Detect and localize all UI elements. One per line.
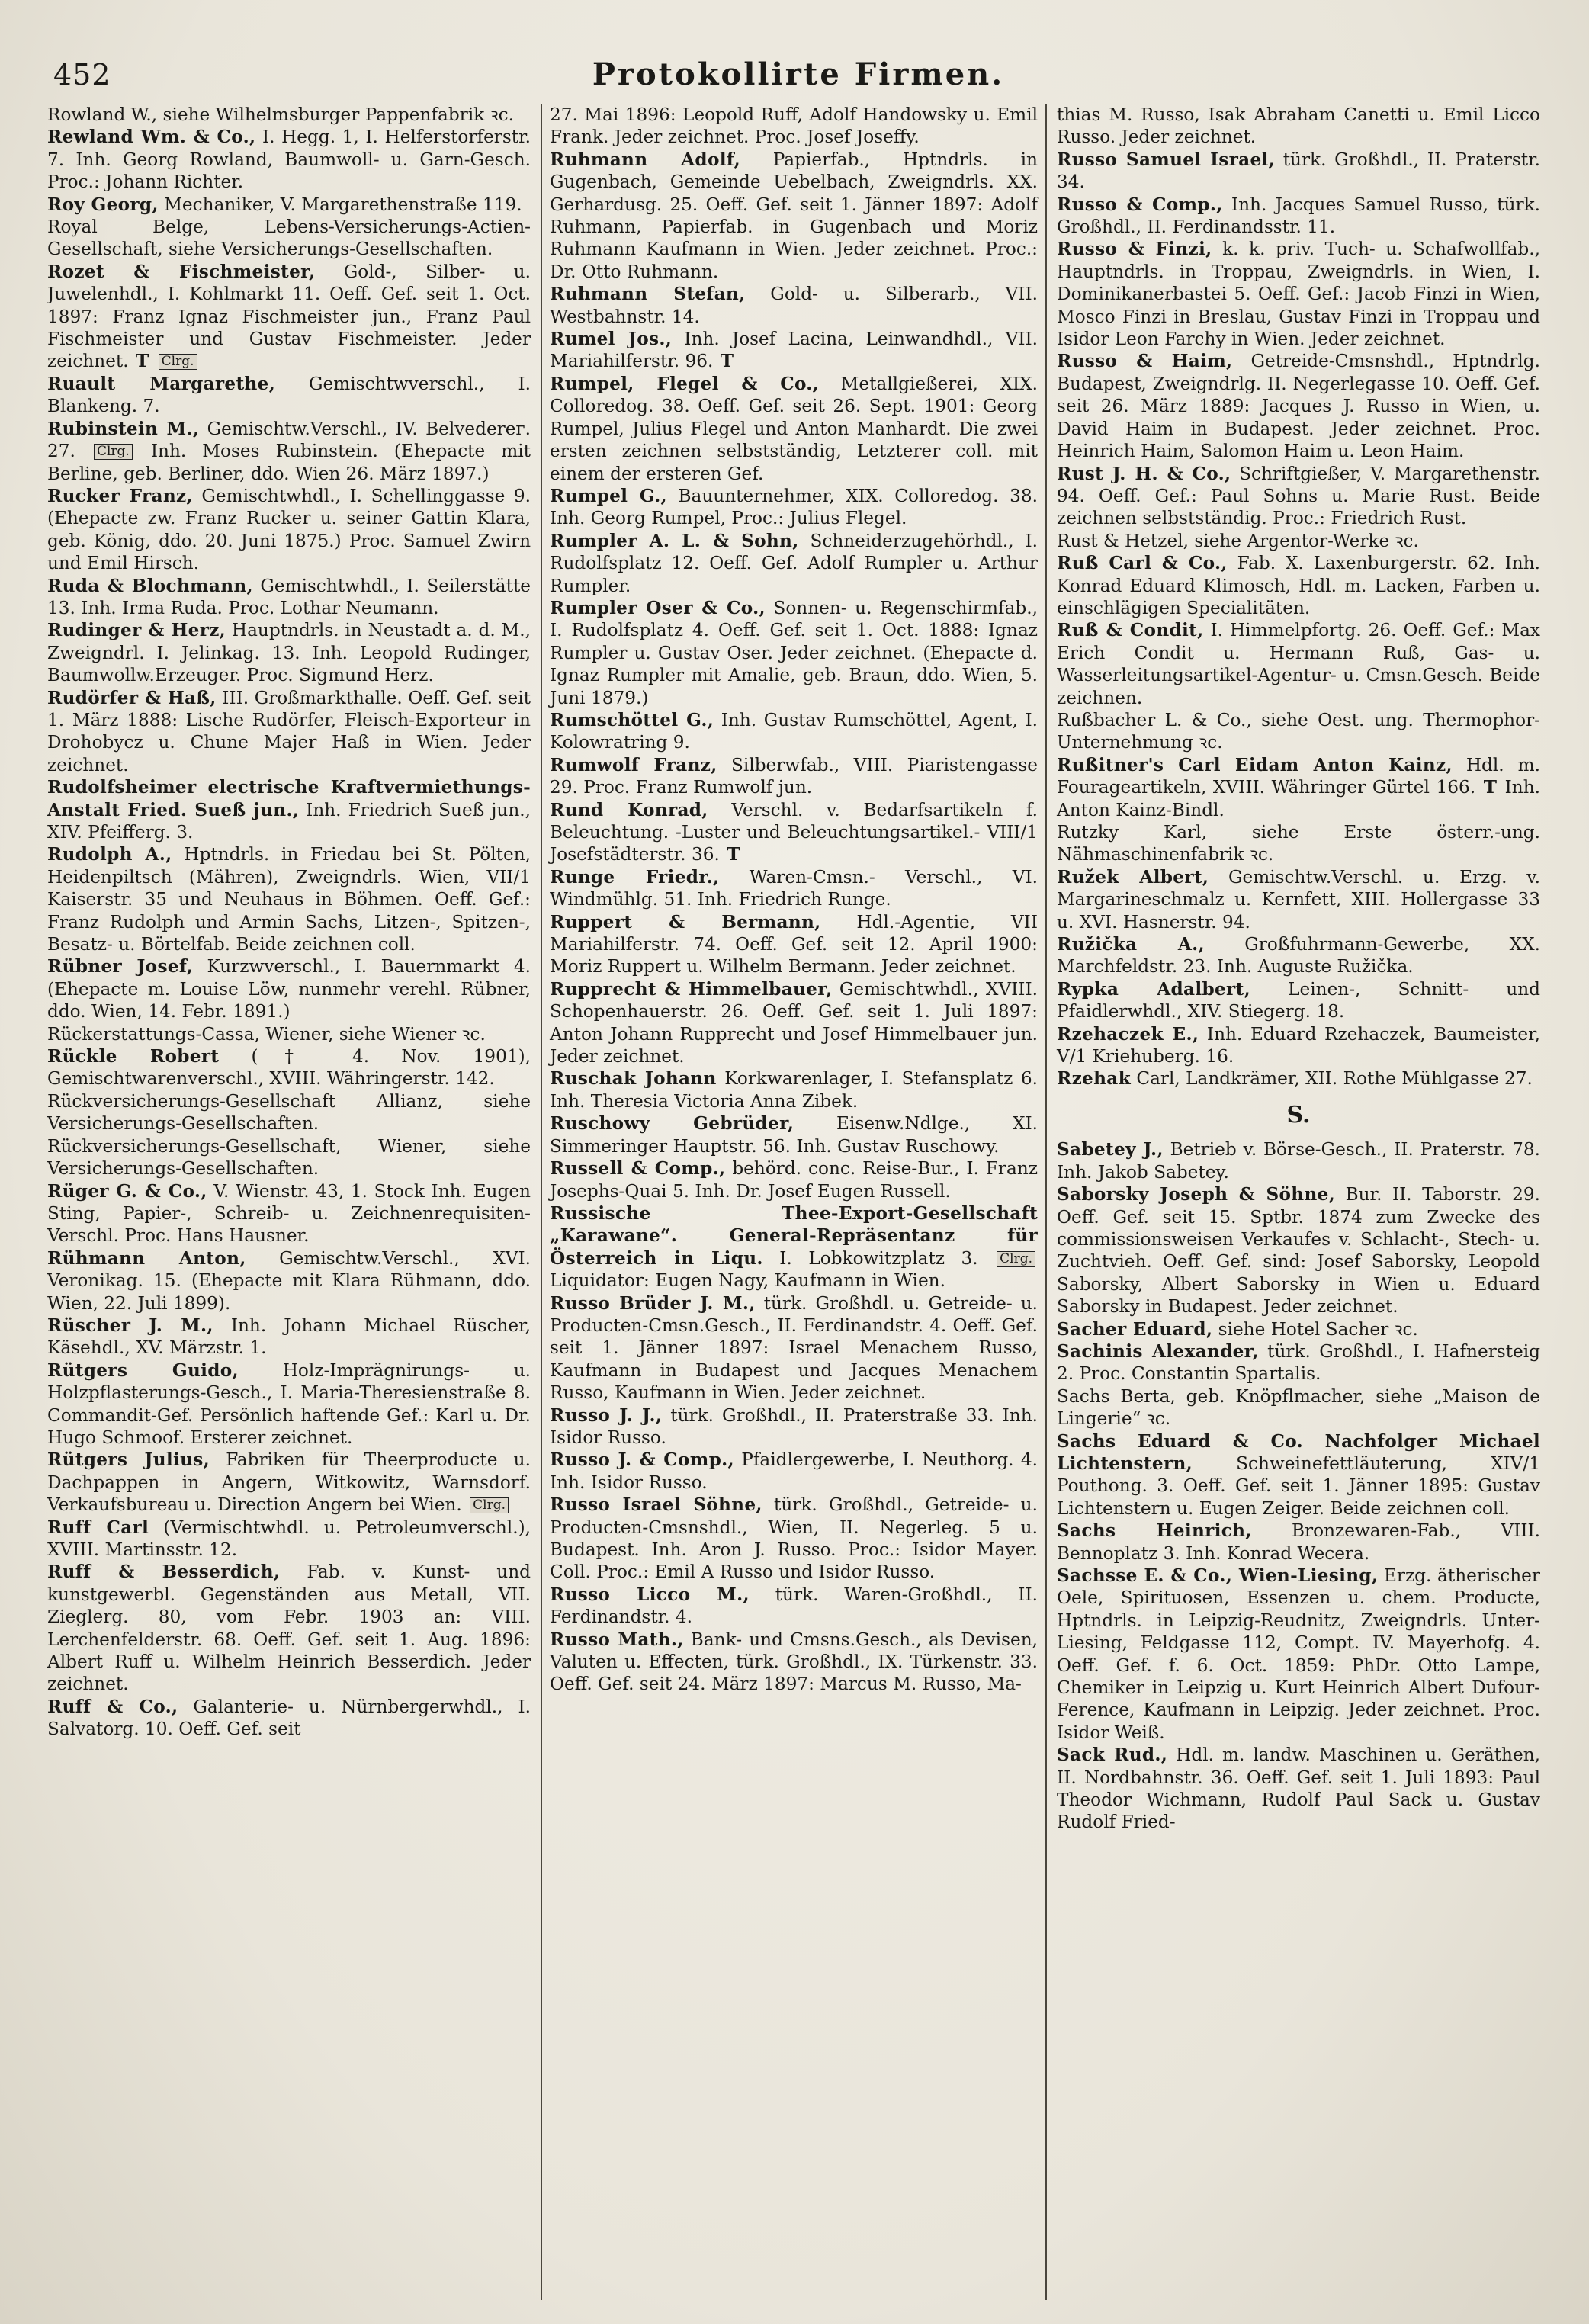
entry-text: Inh. Jacques Samuel Russo, türk. Großhdl., II. Ferdinandsstr. 11. <box>1057 194 1540 238</box>
firm-name: Sachs Heinrich, <box>1057 1520 1252 1542</box>
entry-text: Metallgießerei, XIX. Colloredog. 38. Oeff. Gef. seit 26. Sept. 1901: Georg Rumpel, Julius Flegel und Anton Manhardt. Die zwei ersten zeichnen selbstständig, Letzterer coll. mit einem der ersteren Gef. <box>550 373 1038 484</box>
directory-entry <box>1057 552 1540 619</box>
entry-text: († 4. Nov. 1901), Gemischtwarenverschl., XVIII. Währingerstr. 142. <box>47 1046 531 1090</box>
firm-name: Rumpel, Flegel & Co., <box>550 373 820 394</box>
directory-entry <box>47 418 531 485</box>
directory-entry <box>550 283 1038 328</box>
directory-entry <box>47 1561 531 1695</box>
firm-name: Ruschak Johann <box>550 1068 717 1090</box>
firm-name: Rumpel G., <box>550 485 667 506</box>
directory-entry <box>47 1135 531 1180</box>
entry-text: Inh. Josef Lacina, Leinwandhdl., VII. Mariahilferstr. 96. T <box>550 329 1038 372</box>
entry-text: 27. Mai 1896: Leopold Ruff, Adolf Handowsky u. Emil Frank. Jeder zeichnet. Proc. Josef Joseffy. <box>550 104 1038 148</box>
directory-entry <box>550 597 1038 709</box>
entry-text: Rückversicherungs-Gesellschaft Allianz, siehe Versicherungs-Gesellschaften. <box>47 1090 531 1135</box>
directory-entry <box>47 1696 531 1741</box>
firm-name: Russo & Finzi, <box>1057 239 1212 260</box>
directory-entry <box>47 485 531 575</box>
directory-entry <box>1057 866 1540 933</box>
entry-text: siehe Hotel Sacher ꝛc. <box>1218 1318 1418 1340</box>
directory-entry <box>550 1494 1038 1584</box>
directory-entry <box>550 978 1038 1068</box>
firm-name: Rozet & Fischmeister, <box>47 261 316 282</box>
firm-name: Rumschöttel G., <box>550 709 714 730</box>
directory-entry <box>550 709 1038 754</box>
entry-text: Carl, Landkrämer, XII. Rothe Mühlgasse 27. <box>1136 1068 1533 1090</box>
entry-text: Galanterie- u. Nürnbergerwhdl., I. Salvatorg. 10. Oeff. Gef. seit <box>47 1696 531 1740</box>
directory-entry <box>550 1584 1038 1629</box>
entry-text: thias M. Russo, Isak Abraham Canetti u. Emil Licco Russo. Jeder zeichnet. <box>1057 104 1540 148</box>
directory-entry <box>1057 1744 1540 1834</box>
firm-name: Rudörfer & Haß, <box>47 687 217 708</box>
firm-name: Saborsky Joseph & Söhne, <box>1057 1184 1336 1205</box>
entry-text: Bauunternehmer, XIX. Colloredog. 38. Inh. Georg Rumpel, Proc.: Julius Flegel. <box>550 485 1038 529</box>
clearing-badge: Clrg. <box>470 1497 509 1513</box>
directory-entry <box>47 373 531 418</box>
firm-name: Rumpler A. L. & Sohn, <box>550 530 799 551</box>
firm-name: Rund Konrad, <box>550 799 708 820</box>
entry-text: Royal Belge, Lebens-Versicherungs-Actien-Gesellschaft, siehe Versicherungs-Gesellschaften. <box>47 217 531 260</box>
telephone-symbol: T <box>720 351 734 372</box>
directory-entry <box>1057 619 1540 709</box>
firm-name: Rumwolf Franz, <box>550 754 717 775</box>
entry-text: Fab. X. Laxenburgerstr. 62. Inh. Konrad Eduard Klimosch, Hdl. m. Lacken, Farben u. einschlägigen Specialitäten. <box>1057 553 1540 618</box>
entry-text: Leinen-, Schnitt- und Pfaidlerwhdl., XIV. Stiegerg. 18. <box>1057 978 1540 1022</box>
entry-text: Korkwarenlager, I. Stefansplatz 6. Inh. Theresia Victoria Anna Zibek. <box>550 1068 1038 1112</box>
entry-text: türk. Großhdl., II. Praterstr. 34. <box>1057 149 1540 193</box>
directory-entry <box>1057 1565 1540 1744</box>
firm-name: Russo Licco M., <box>550 1584 750 1605</box>
entry-text: Rückerstattungs-Cassa, Wiener, siehe Wiener ꝛc. <box>47 1023 486 1045</box>
entry-text: Gemischtw.Verschl., XVI. Veronikag. 15. (Ehepacte mit Klara Rühmann, ddo. Wien, 22. Juli 1899). <box>47 1247 531 1314</box>
directory-entry <box>550 485 1038 530</box>
directory-entry <box>1057 350 1540 462</box>
directory-entry <box>47 1517 531 1562</box>
entry-text: Gemischtwhdl., I. Seilerstätte 13. Inh. Irma Ruda. Proc. Lothar Neumann. <box>47 575 531 618</box>
firm-name: Ruschowy Gebrüder, <box>550 1113 794 1135</box>
entry-columns <box>47 104 1540 2300</box>
entry-text: Mechaniker, V. Margarethenstraße 119. <box>164 194 522 215</box>
firm-name: Rumpler Oser & Co., <box>550 597 766 618</box>
entry-text: Rußbacher L. & Co., siehe Oest. ung. Thermophor-Unternehmung ꝛc. <box>1057 709 1540 753</box>
firm-name: Ružek Albert, <box>1057 866 1209 888</box>
directory-entry <box>47 1045 531 1090</box>
firm-name: Ruff & Besserdich, <box>47 1562 281 1583</box>
directory-entry <box>1057 530 1540 552</box>
directory-entry <box>550 754 1038 799</box>
directory-entry <box>1057 821 1540 866</box>
entry-text: türk. Großhdl. u. Getreide- u. Producten-Cmsn.Gesch., II. Ferdinandstr. 4. Oeff. Gef. seit 1. Jänner 1897: Israel Menachem Russo, Kaufmann in Budapest und Jacques Menachem Russo, Kaufmann in Wien. Jeder zeichnet. <box>550 1292 1038 1404</box>
entry-text: Hdl. m. landw. Maschinen u. Geräthen, II. Nordbahnstr. 36. Oeff. Gef. seit 1. Juli 1893: Paul Theodor Wichmann, Rudolf Paul Sack u. Gustav Rudolf Fried- <box>1057 1745 1540 1833</box>
directory-entry <box>1057 104 1540 149</box>
entry-text: türk. Großhdl., II. Praterstraße 33. Inh. Isidor Russo. <box>550 1404 1038 1448</box>
firm-name: Ruhmann Stefan, <box>550 284 746 305</box>
firm-name: Sachinis Alexander, <box>1057 1340 1259 1362</box>
entry-text: Silberwfab., VIII. Piaristengasse 29. Proc. Franz Rumwolf jun. <box>550 754 1038 798</box>
firm-name: Rudolfsheimer electrische Kraftvermiethungs-Anstalt Fried. Sueß jun., <box>47 777 531 820</box>
clearing-badge: Clrg. <box>94 444 133 460</box>
entry-text: Erzg. ätherischer Oele, Spirituosen, Essenzen u. chem. Producte, Hptndrls. in Leipzig-Reudnitz, Zweigndrls. Unter-Liesing, Feldgasse 112, Compt. IV. Mayerhofg. 4. Oeff. Gef. f. 6. Oct. 1859: PhDr. Otto Lampe, Chemiker in Leipzig u. Kurt Heinrich Albert Dufour-Ference, Kaufmann in Leipzig. Jeder zeichnet. Proc. Isidor Weiß. <box>1057 1565 1540 1743</box>
firm-name: Ružička A., <box>1057 934 1205 955</box>
entry-text: Gold- u. Silberarb., VII. Westbahnstr. 14. <box>550 284 1038 327</box>
directory-entry <box>1057 978 1540 1023</box>
clearing-badge: Clrg. <box>997 1251 1035 1267</box>
firm-name: Rütgers Guido, <box>47 1359 239 1381</box>
directory-entry <box>550 149 1038 283</box>
directory-entry <box>550 373 1038 485</box>
firm-name: Rupprecht & Himmelbauer, <box>550 978 833 1000</box>
entry-text: Kurzwverschl., I. Bauernmarkt 4. (Ehepacte m. Louise Löw, nunmehr verehl. Rübner, ddo. Wien, 14. Febr. 1891.) <box>47 956 531 1022</box>
directory-entry <box>47 1090 531 1135</box>
entry-text: türk. Großhdl., Getreide- u. Producten-Cmsnshdl., Wien, II. Negerleg. 5 u. Budapest. Inh. Aron J. Russo. Proc.: Isidor Mayer. Coll. Proc.: Emil A Russo und Isidor Russo. <box>550 1494 1038 1583</box>
firm-name: Rypka Adalbert, <box>1057 978 1250 1000</box>
entry-text: Hauptndrls. in Neustadt a. d. M., Zweigndrl. I. Jelinkag. 13. Inh. Leopold Rudinger, Baumwollw.Erzeuger. Proc. Sigmund Herz. <box>47 620 531 686</box>
directory-entry <box>550 1449 1038 1494</box>
firm-name: Rzehaczek E., <box>1057 1023 1199 1045</box>
section-heading: S. <box>1286 1101 1311 1128</box>
firm-name: Rewland Wm. & Co., <box>47 127 256 148</box>
firm-name: Sachsse E. & Co., Wien-Liesing, <box>1057 1565 1379 1586</box>
firm-name: Rzehak <box>1057 1068 1131 1090</box>
entry-text: Schneiderzugehörhdl., I. Rudolfsplatz 12. Oeff. Gef. Adolf Rumpler u. Arthur Rumpler. <box>550 530 1038 596</box>
firm-name: Rumel Jos., <box>550 329 673 350</box>
directory-entry <box>47 261 531 373</box>
directory-entry <box>1057 709 1540 754</box>
directory-entry <box>47 1023 531 1045</box>
directory-entry <box>550 1157 1038 1202</box>
directory-entry <box>1057 1430 1540 1520</box>
clearing-badge: Clrg. <box>159 354 197 370</box>
entry-text: Rowland W., siehe Wilhelmsburger Pappenfabrik ꝛc. <box>47 104 514 125</box>
entry-text: Großfuhrmann-Gewerbe, XX. Marchfeldstr. 23. Inh. Auguste Ružička. <box>1057 934 1540 977</box>
firm-name: Russo Math., <box>550 1629 684 1650</box>
entry-text: Rückversicherungs-Gesellschaft, Wiener, siehe Versicherungs-Gesellschaften. <box>47 1135 531 1180</box>
directory-entry <box>1057 1067 1540 1090</box>
entry-text: Betrieb v. Börse-Gesch., II. Praterstr. 78. Inh. Jakob Sabetey. <box>1057 1139 1540 1183</box>
entry-text: I. Himmelpfortg. 26. Oeff. Gef.: Max Erich Condit u. Hermann Ruß, Gas- u. Wasserleitungsartikel-Agentur- u. Cmsn.Gesch. Beide zeichnen. <box>1057 620 1540 708</box>
page-number: 452 <box>53 58 111 91</box>
entry-text: Inh. Friedrich Sueß jun., XIV. Pfeifferg. 3. <box>47 799 531 843</box>
directory-entry <box>47 776 531 843</box>
directory-entry <box>47 575 531 620</box>
firm-name: Russische Thee-Export-Gesellschaft „Karawane“. General-Repräsentanz für Österreich in Liqu. <box>550 1202 1038 1269</box>
directory-entry <box>1057 149 1540 194</box>
directory-entry <box>1057 1183 1540 1318</box>
directory-entry <box>1057 1385 1540 1430</box>
firm-name: Rüscher J. M., <box>47 1314 213 1336</box>
directory-entry <box>1057 463 1540 530</box>
firm-name: Sabetey J., <box>1057 1139 1164 1160</box>
entry-text: (Vermischtwhdl. u. Petroleumverschl.), XVIII. Martinsstr. 12. <box>47 1517 531 1560</box>
directory-entry <box>1057 1023 1540 1068</box>
telephone-symbol: T <box>1483 777 1497 798</box>
directory-entry <box>47 1314 531 1359</box>
entry-text: Gemischtw.Verschl., IV. Belvederег. 27. Clrg. Inh. Moses Rubinstein. (Ehepacte mit Berline, geb. Berliner, ddo. Wien 26. März 1897.) <box>47 418 531 484</box>
directory-entry <box>1057 1138 1540 1183</box>
firm-name: Rüger G. & Co., <box>47 1180 207 1202</box>
entry-text: Gemischtwhdl., XVIII. Schopenhauerstr. 26. Oeff. Gef. seit 1. Juli 1897: Anton Johann Rupprecht und Josef Himmelbauer jun. Jeder zeichnet. <box>550 978 1038 1067</box>
directory-entry <box>1057 754 1540 821</box>
directory-entry <box>550 104 1038 149</box>
entry-text: Schweinefettläuterung, XIV/1 Pouthong. 3. Oeff. Gef. seit 1. Jänner 1895: Gustav Lichtenstern u. Eugen Zeiger. Beide zeichnen coll. <box>1057 1452 1540 1519</box>
firm-name: Ruault Margarethe, <box>47 373 276 394</box>
directory-entry <box>550 530 1038 597</box>
firm-name: Roy Georg, <box>47 194 159 215</box>
firm-name: Rudolph A., <box>47 844 172 865</box>
directory-entry <box>1057 194 1540 239</box>
telephone-symbol: T <box>136 351 149 372</box>
entry-text: I. Hegg. 1, I. Helferstorferstr. 7. Inh. Georg Rowland, Baumwoll- u. Garn-Gesch. Proc.: Johann Richter. <box>47 127 531 193</box>
column-left <box>47 104 537 2300</box>
page-title: Protokollirte Firmen. <box>592 56 1005 92</box>
directory-entry <box>47 619 531 686</box>
entry-text: V. Wienstr. 43, 1. Stock Inh. Eugen Sting, Papier-, Schreib- u. Zeichnenrequisiten-Verschl. Proc. Hans Hausner. <box>47 1180 531 1247</box>
entry-text: Waren-Cmsn.- Verschl., VI. Windmühlg. 51. Inh. Friedrich Runge. <box>550 866 1038 910</box>
directory-entry <box>550 799 1038 866</box>
firm-name: Ruff & Co., <box>47 1696 178 1717</box>
entry-text: Hdl. m. Fourageartikeln, XVIII. Währinger Gürtel 166. T Inh. Anton Kainz-Bindl. <box>1057 754 1540 820</box>
firm-name: Ruda & Blochmann, <box>47 575 253 596</box>
firm-name: Russo Brüder J. M., <box>550 1292 756 1314</box>
firm-name: Rucker Franz, <box>47 485 193 506</box>
entry-text: Gold-, Silber- u. Juwelenhdl., I. Kohlmarkt 11. Oeff. Gef. seit 1. Oct. 1897: Franz Ignaz Fischmeister jun., Franz Paul Fischmeister und Gustav Fischmeister. Jeder zeichnet. T Clrg. <box>47 261 531 372</box>
firm-name: Sacher Eduard, <box>1057 1318 1213 1340</box>
entry-text: Fab. v. Kunst- und kunstgewerbl. Gegenständen aus Metall, VII. Zieglerg. 80, vom Febr. 1903 an: VIII. Lerchenfelderstr. 68. Oeff. Gef. seit 1. Aug. 1896: Albert Ruff u. Wilhelm Heinrich Besserdich. Jeder zeichnet. <box>47 1562 531 1695</box>
entry-text: Schriftgießer, V. Margarethenstr. 94. Oeff. Gef.: Paul Sohns u. Marie Rust. Beide zeichnen selbstständig. Proc.: Friedrich Rust. <box>1057 463 1540 529</box>
page-header <box>53 53 1543 101</box>
entry-text: Gemischtwverschl., I. Blankeng. 7. <box>47 373 531 417</box>
directory-entry <box>47 1247 531 1314</box>
directory-entry <box>550 1629 1038 1696</box>
firm-name: Rückle Robert <box>47 1046 220 1067</box>
entry-text: Bur. II. Taborstr. 29. Oeff. Gef. seit 15. Sptbr. 1874 zum Zwecke des commissionsweisen Verkaufes v. Schlacht-, Stech- u. Zuchtvieh. Oeff. Gef. sind: Josef Saborsky, Leopold Saborsky, Albert Saborsky in Wien u. Eduard Saborsky in Budapest. Jeder zeichnet. <box>1057 1184 1540 1318</box>
entry-text: Hptndrls. in Friedau bei St. Pölten, Heidenpiltsch (Mähren), Zweigndrls. Wien, VII/1 Kaiserstr. 35 und Neuhaus in Böhmen. Oeff. Gef.: Franz Rudolph und Armin Sachs, Litzen-, Spitzen-, Besatz- u. Börtelfab. Beide zeichnen coll. <box>47 844 531 955</box>
directory-entry <box>550 911 1038 978</box>
directory-entry <box>47 104 531 126</box>
firm-name: Rütgers Julius, <box>47 1449 210 1471</box>
entry-text: behörd. conc. Reise-Bur., I. Franz Josephs-Quai 5. Inh. Dr. Josef Eugen Russell. <box>550 1158 1038 1202</box>
firm-name: Sachs Eduard & Co. Nachfolger Michael Lichtenstern, <box>1057 1430 1540 1474</box>
entry-text: Bank- und Cmsns.Gesch., als Devisen, Valuten u. Effecten, türk. Großhdl., IX. Türkenstr. 33. Oeff. Gef. seit 24. März 1897: Marcus M. Russo, Ma- <box>550 1629 1038 1695</box>
directory-entry <box>47 843 531 955</box>
firm-name: Ruhmann Adolf, <box>550 149 740 170</box>
firm-name: Ruppert & Bermann, <box>550 911 821 932</box>
firm-name: Russo Samuel Israel, <box>1057 149 1275 170</box>
directory-entry <box>47 687 531 777</box>
entry-text: Rutzky Karl, siehe Erste österr.-ung. Nähmaschinenfabrik ꝛc. <box>1057 822 1540 865</box>
entry-text: Gemischtwhdl., I. Schellinggasse 9. (Ehepacte zw. Franz Rucker u. seiner Gattin Klara, geb. König, ddo. 20. Juni 1875.) Proc. Samuel Zwirn und Emil Hirsch. <box>47 485 531 574</box>
entry-text: türk. Großhdl., I. Hafnersteig 2. Proc. Constantin Spartalis. <box>1057 1340 1540 1385</box>
entry-text: Fabriken für Theerproducte u. Dachpappen in Angern, Witkowitz, Warnsdorf. Verkaufsbureau u. Direction Angern bei Wien. Clrg. <box>47 1449 531 1516</box>
entry-text: Sachs Berta, geb. Knöpflmacher, siehe „Maison de Lingerie“ ꝛc. <box>1057 1385 1540 1430</box>
entry-text: Holz-Imprägnirungs- u. Holzpflasterungs-Gesch., I. Maria-Theresienstraße 8. Commandit-Gef. Persönlich haftende Gef.: Karl u. Dr. Hugo Schmoof. Ersterer zeichnet. <box>47 1359 531 1448</box>
directory-entry <box>47 194 531 216</box>
entry-text: Eisenw.Ndlge., XI. Simmeringer Hauptstr. 56. Inh. Gustav Ruschowy. <box>550 1113 1038 1157</box>
directory-entry <box>47 955 531 1022</box>
directory-entry <box>550 328 1038 373</box>
entry-text: Pfaidlergewerbe, I. Neuthorg. 4. Inh. Isidor Russo. <box>550 1449 1038 1493</box>
entry-text: Verschl. v. Bedarfsartikeln f. Beleuchtung. -Luster und Beleuchtungsartikel.- VIII/1 Josefstädterstr. 36. T <box>550 799 1038 865</box>
firm-name: Russo J. J., <box>550 1404 663 1426</box>
firm-name: Russo Israel Söhne, <box>550 1494 762 1516</box>
firm-name: Ruff Carl <box>47 1517 149 1538</box>
firm-name: Rubinstein M., <box>47 418 200 439</box>
entry-text: Getreide-Cmsnshdl., Hptndrlg. Budapest, Zweigndrlg. II. Negerlegasse 10. Oeff. Gef. seit 26. März 1889: Jacques J. Russo in Wien, u. David Haim in Budapest. Jeder zeichnet. Proc. Heinrich Haim, Salomon Haim u. Leon Haim. <box>1057 351 1540 462</box>
directory-entry <box>550 1404 1038 1449</box>
directory-entry <box>1057 1340 1540 1385</box>
firm-name: Rühmann Anton, <box>47 1247 246 1269</box>
directory-entry <box>47 216 531 261</box>
telephone-symbol: T <box>727 844 740 865</box>
firm-name: Sack Rud., <box>1057 1745 1168 1766</box>
entry-text: Rust & Hetzel, siehe Argentor-Werke ꝛc. <box>1057 530 1419 551</box>
directory-entry <box>1057 933 1540 978</box>
directory-entry <box>550 1112 1038 1157</box>
directory-entry <box>1057 1520 1540 1565</box>
entry-text: Papierfab., Hptndrls. in Gugenbach, Gemeinde Uebelbach, Zweigndrls. XX. Gerhardusg. 25. Oeff. Gef. seit 1. Jänner 1897: Adolf Ruhmann, Papierfab. in Gugenbach und Moriz Ruhmann Kaufmann in Wien. Jeder zeichnet. Proc.: Dr. Otto Ruhmann. <box>550 149 1038 282</box>
column-middle <box>541 104 1047 2300</box>
firm-name: Runge Friedr., <box>550 866 720 888</box>
entry-text: Inh. Johann Michael Rüscher, Käsehdl., XV. Märzstr. 1. <box>47 1314 531 1359</box>
entry-text: k. k. priv. Tuch- u. Schafwollfab., Hauptndrls. in Troppau, Zweigndrls. in Wien, I. Dominikanerbastei 5. Oeff. Gef.: Jacob Finzi in Wien, Mosco Finzi in Breslau, Gustav Finzi in Troppau und Isidor Leon Farchy in Wien. Jeder zeichnet. <box>1057 239 1540 350</box>
firm-name: Rübner Josef, <box>47 956 193 977</box>
entry-text: Hdl.-Agentie, VII Mariahilferstr. 74. Oeff. Gef. seit 12. April 1900: Moriz Ruppert u. Wilhelm Bermann. Jeder zeichnet. <box>550 911 1038 977</box>
entry-text: III. Großmarkthalle. Oeff. Gef. seit 1. März 1888: Lische Rudörfer, Fleisch-Exporteur in Drohobycz u. Chune Majer Haß in Wien. Jeder zeichnet. <box>47 687 531 775</box>
firm-name: Rudinger & Herz, <box>47 620 226 641</box>
entry-text: Gemischtw.Verschl. u. Erzg. v. Margarineschmalz u. Kernfett, XIII. Hollergasse 33 u. XVI. Hasnerstr. 94. <box>1057 866 1540 932</box>
directory-entry <box>550 866 1038 911</box>
directory-entry <box>1057 238 1540 350</box>
entry-text: Inh. Eduard Rzehaczek, Baumeister, V/1 Kriehuberg. 16. <box>1057 1023 1540 1067</box>
entry-text: Sonnen- u. Regenschirmfab., I. Rudolfsplatz 4. Oeff. Gef. seit 1. Oct. 1888: Ignaz Rumpler u. Gustav Oser. Jeder zeichnet. (Ehepacte d. Ignaz Rumpler mit Amalie, geb. Braun, ddo. Wien, 5. Juni 1879.) <box>550 597 1038 708</box>
directory-entry <box>550 1202 1038 1292</box>
entry-text: I. Lobkowitzplatz 3. Clrg. Liquidator: Eugen Nagy, Kaufmann in Wien. <box>550 1248 1038 1291</box>
firm-name: Ruß & Condit, <box>1057 620 1204 641</box>
directory-entry <box>47 1180 531 1247</box>
directory-entry <box>47 1449 531 1516</box>
firm-name: Ruß Carl & Co., <box>1057 553 1228 574</box>
directory-entry <box>550 1067 1038 1112</box>
firm-name: Russell & Comp., <box>550 1158 726 1180</box>
directory-entry <box>47 1359 531 1449</box>
directory-entry <box>550 1292 1038 1404</box>
directory-entry <box>1057 1318 1540 1340</box>
entry-text: Bronzewaren-Fab., VIII. Bennoplatz 3. Inh. Konrad Wecera. <box>1057 1520 1540 1564</box>
column-right <box>1051 104 1540 2300</box>
firm-name: Russo & Comp., <box>1057 194 1223 215</box>
firm-name: Rust J. H. & Co., <box>1057 463 1231 484</box>
firm-name: Rußitner's Carl Eidam Anton Kainz, <box>1057 754 1453 775</box>
entry-text: türk. Waren-Großhdl., II. Ferdinandstr. 4. <box>550 1584 1038 1628</box>
firm-name: Russo & Haim, <box>1057 351 1233 372</box>
entry-text: Inh. Gustav Rumschöttel, Agent, I. Kolowratring 9. <box>550 709 1038 753</box>
directory-entry <box>47 126 531 193</box>
firm-name: Russo J. & Comp., <box>550 1449 734 1471</box>
